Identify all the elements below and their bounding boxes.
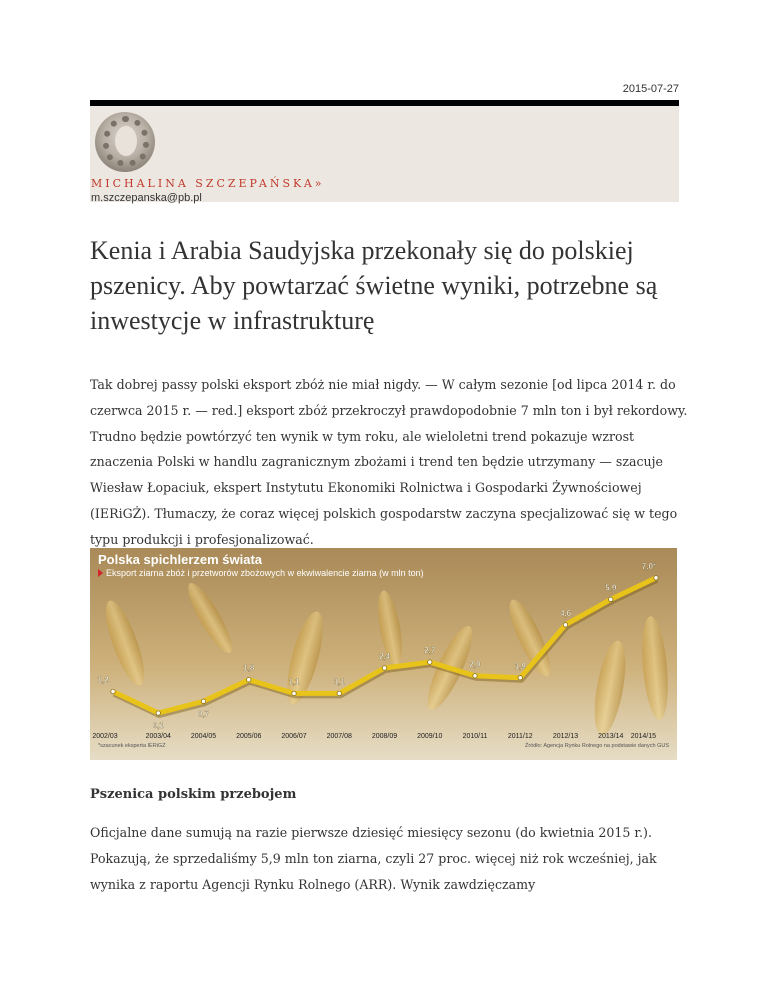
data-point xyxy=(609,597,613,601)
data-label: 2,7 xyxy=(424,646,436,656)
author-email[interactable]: m.szczepanska@pb.pl xyxy=(91,192,202,204)
x-tick-label: 2010/11 xyxy=(462,733,488,740)
data-point xyxy=(518,676,522,680)
data-label: 7,0* xyxy=(641,561,656,571)
data-point xyxy=(247,678,251,682)
author-avatar xyxy=(95,112,155,172)
x-tick-label: 2009/10 xyxy=(417,733,443,740)
x-tick-label: 2005/06 xyxy=(236,733,262,740)
author-name-link[interactable]: MICHALINA SZCZEPAŃSKA» xyxy=(91,177,325,190)
data-point xyxy=(428,660,432,664)
data-label: 1,9 xyxy=(514,661,526,671)
chart-svg xyxy=(90,548,677,760)
chart-subtitle: Eksport ziarna zbóż i przetworów zbożowych w ekwiwalencie ziarna (w mln ton) xyxy=(106,568,424,578)
data-label: 2,0 xyxy=(469,659,481,669)
article-lead: Tak dobrej passy polski eksport zbóż nie miał nigdy. — W całym sezonie [od lipca 2014 r. do czerwca 2015 r. — red.] eksport zbóż przekroczył prawdopodobnie 7 mln ton i był rekordowy. Trudno będzie powtórzyć ten wynik w tym roku, ale wieloletni trend pokazuje wzrost znaczenia Polski w handlu zagranicznym zbożami i trend ten będzie utrzymany — szacuje Wiesław Łopaciuk, ekspert Instytutu Ekonomiki Rolnictwa i Gospodarki Żywnościowej (IERiGŻ). Tłumaczy, że coraz więcej polskich gospodarstw zaczyna specjalizować się w tego typu produkcji i profesjonalizować. xyxy=(90,377,688,547)
x-tick-label: 2008/09 xyxy=(371,733,398,740)
chart-footnote-left: *szacunek eksperta IERiGŻ xyxy=(98,743,166,749)
data-point xyxy=(337,691,341,695)
data-point xyxy=(563,623,567,627)
data-label: 5,9 xyxy=(605,583,617,593)
data-point xyxy=(382,666,386,670)
article-paragraph-2: Oficjalne dane sumują na razie pierwsze dziesięć miesięcy sezonu (do kwietnia 2015 r.). Pokazują, że sprzedaliśmy 5,9 mln ton ziarna, czyli 27 proc. więcej niż rok wcześniej, jak wynika z raportu Agencji Rynku Rolnego (ARR). Wynik zawdzięczamy xyxy=(90,825,657,892)
data-label: 1,2 xyxy=(97,675,109,685)
author-box xyxy=(90,106,679,202)
data-label: 0,1 xyxy=(152,721,164,731)
chart-footnote-right: Źródło: Agencja Rynku Rolnego na podstawie danych GUS xyxy=(524,743,669,749)
x-tick-label: 2002/03 xyxy=(92,733,118,740)
x-tick-label: 2012/13 xyxy=(552,733,579,740)
data-point xyxy=(292,691,296,695)
data-label: 4,6 xyxy=(559,608,572,618)
data-point xyxy=(156,711,160,715)
x-tick-label: 2014/15 xyxy=(630,733,656,740)
export-chart xyxy=(90,548,677,760)
data-point xyxy=(111,689,115,693)
data-label: 1,1 xyxy=(333,677,345,687)
article-date: 2015-07-27 xyxy=(622,83,679,95)
data-label: 1,1 xyxy=(288,677,300,687)
data-label: 1,8 xyxy=(243,663,255,673)
x-tick-label: 2004/05 xyxy=(190,733,217,740)
data-point xyxy=(654,576,658,580)
data-label: 2,4 xyxy=(378,651,391,661)
article-headline: Kenia i Arabia Saudyjska przekonały się do polskiej pszenicy. Aby powtarzać świetne wyniki, potrzebne są inwestycje w infrastrukturę xyxy=(90,236,658,335)
chart-title: Polska spichlerzem świata xyxy=(98,552,263,567)
x-tick-label: 2011/12 xyxy=(507,733,533,740)
x-tick-label: 2006/07 xyxy=(281,733,307,740)
data-label: 0,7 xyxy=(197,709,210,719)
x-tick-label: 2007/08 xyxy=(326,733,352,740)
data-point xyxy=(201,699,205,703)
section-heading: Pszenica polskim przebojem xyxy=(90,787,297,802)
x-tick-label: 2003/04 xyxy=(145,733,171,740)
data-point xyxy=(473,674,477,678)
x-tick-label: 2013/14 xyxy=(598,733,624,740)
avatar-face xyxy=(115,126,137,156)
